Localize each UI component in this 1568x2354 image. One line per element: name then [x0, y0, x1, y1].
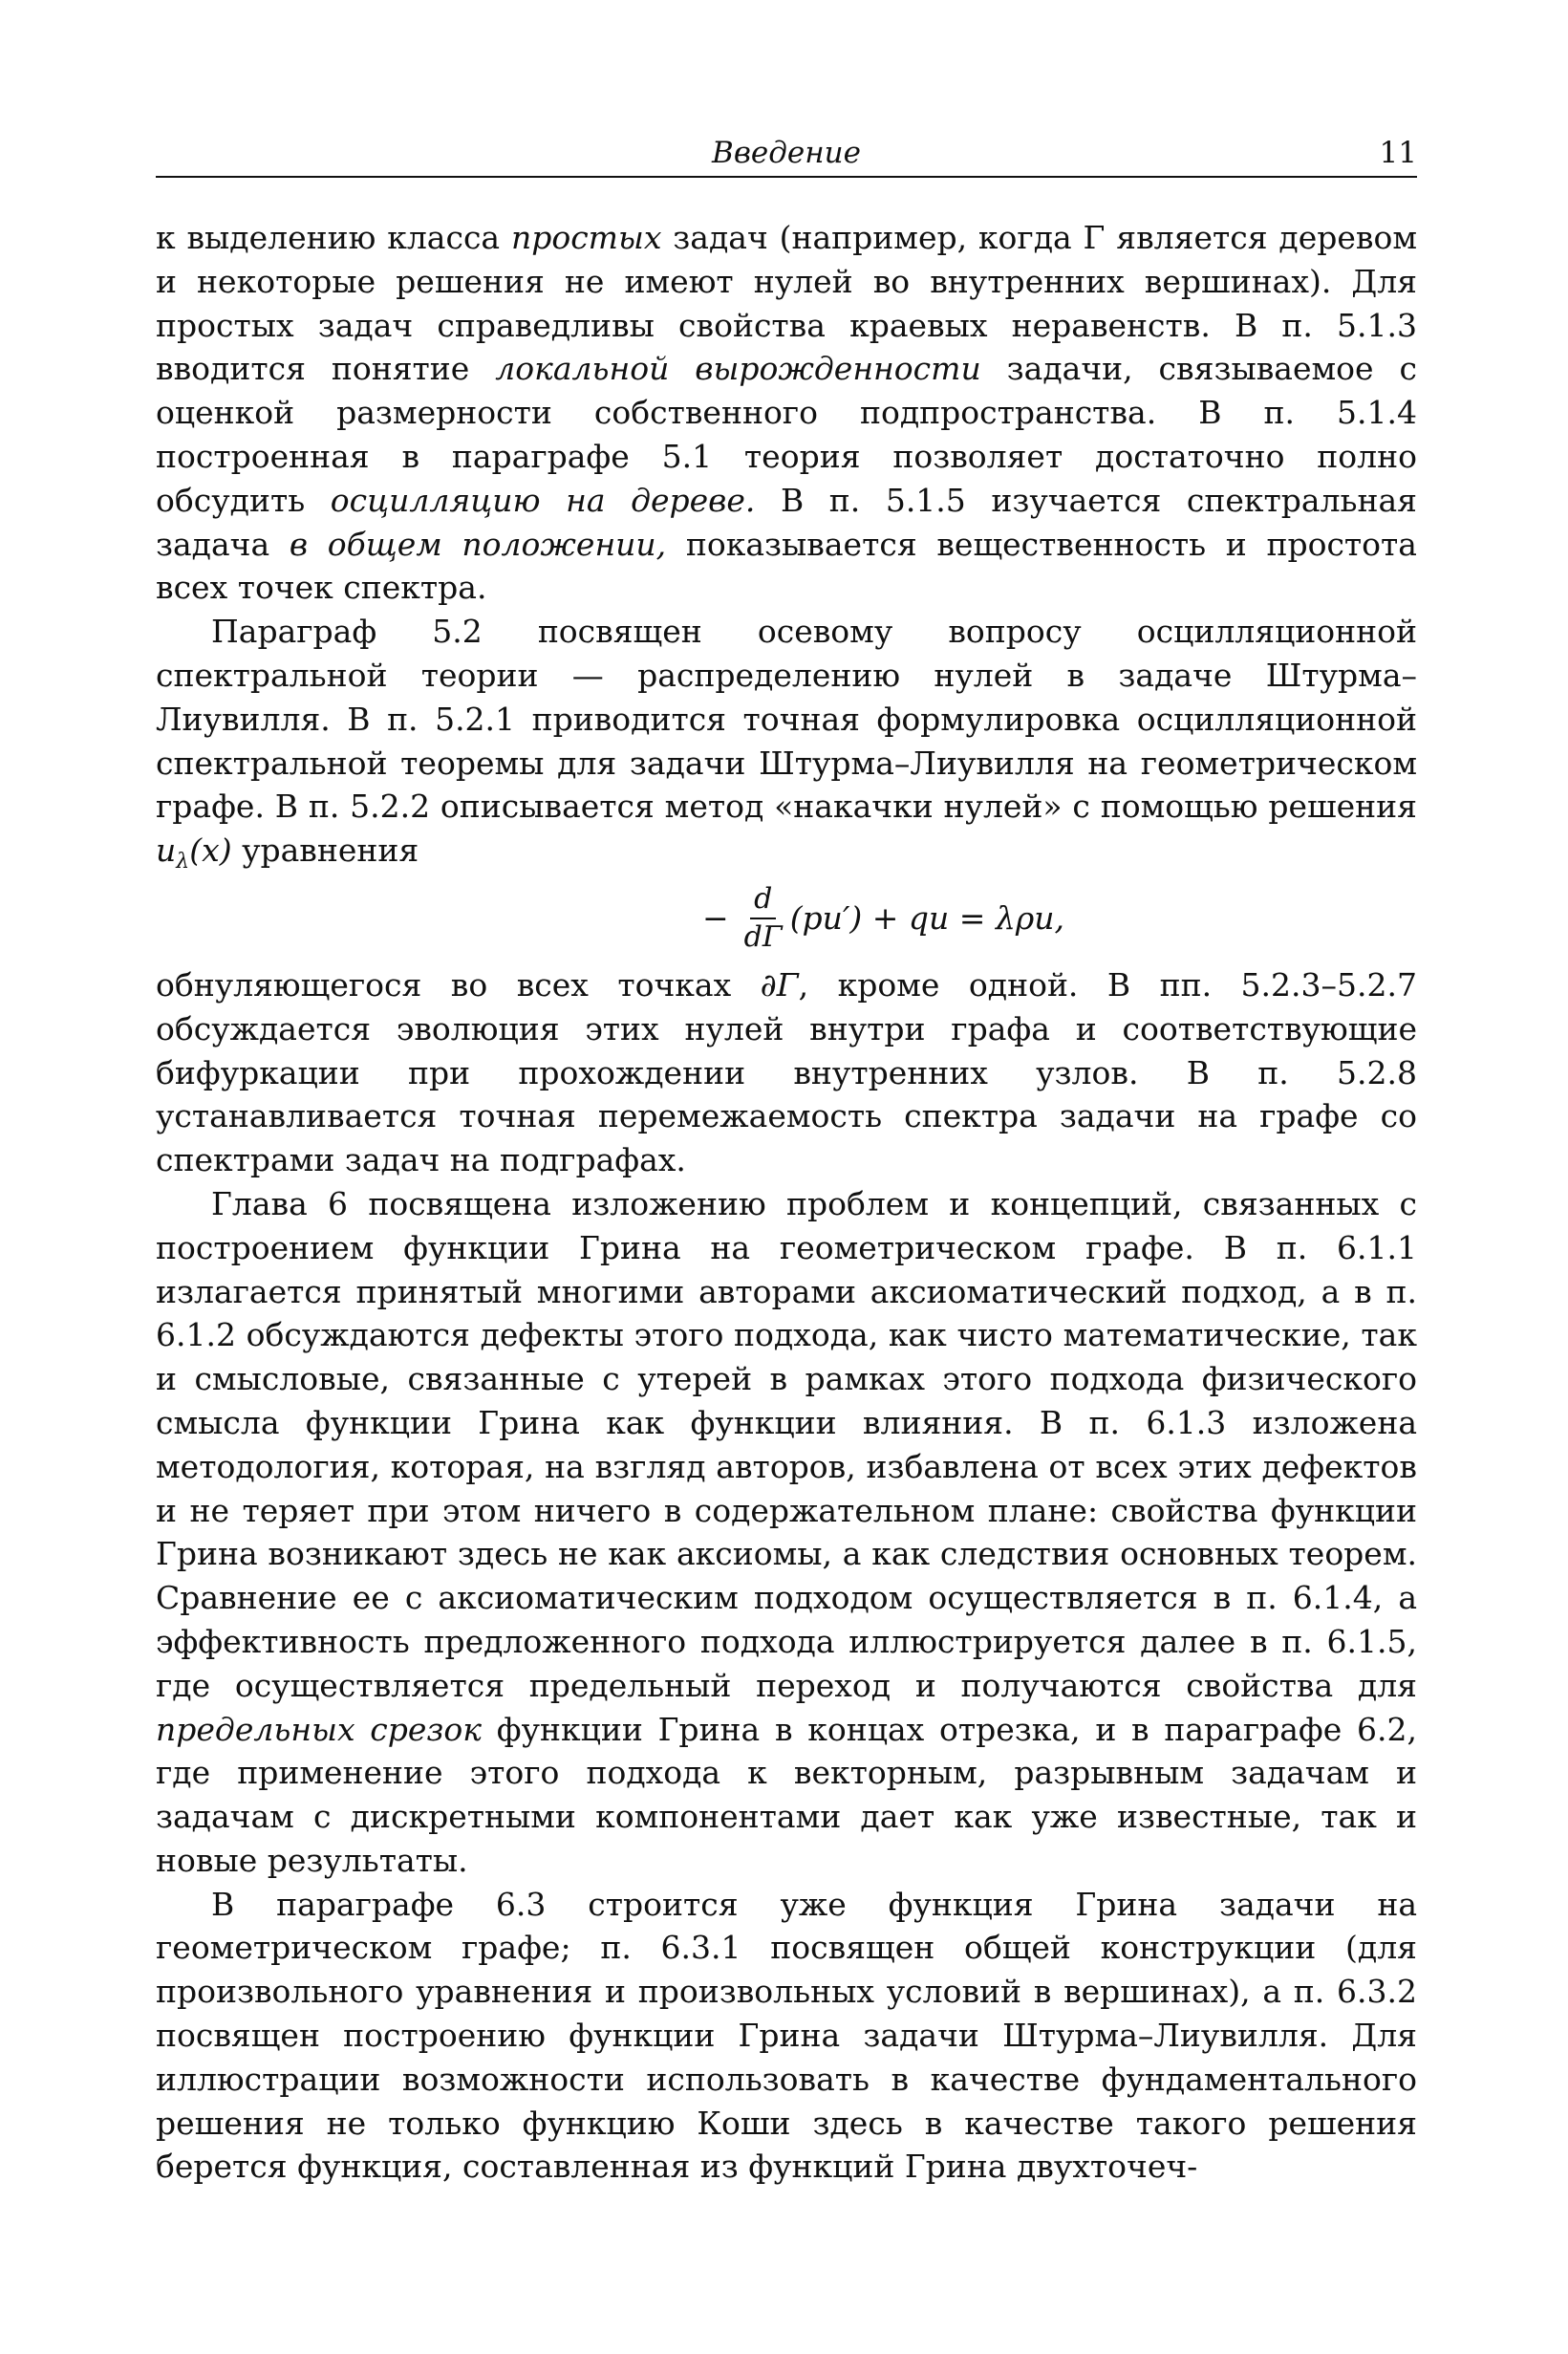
formula-expression: (pu′) + qu = λρu, [789, 899, 1065, 938]
p1-text-4: В п. 5.1.5 изучается спектральная задача [156, 481, 1417, 563]
paragraph-2 [156, 610, 1417, 873]
book-page [156, 0, 1417, 2354]
page-number: 11 [1379, 136, 1417, 170]
p3-text-2: , кроме одной. В пп. 5.2.3–5.2.7 обсуждается эволюция этих нулей внутри графа и соответствующие бифуркации при прохождении внутренних узлов. В п. 5.2.8 устанавливается точная перемежаемость спектра задачи на графе со спектрами задач на подграфах. [156, 965, 1417, 1179]
p4-text-2: функции Грина в концах отрезка, и в параграфе 6.2, где применение этого подхода к векторным, разрывным задачам и задачам с дискретными компонентами дает как уже известные, так и новые результаты. [156, 1710, 1417, 1879]
p2-text-1: Параграф 5.2 посвящен осевому вопросу осцилляционной спектральной теории — распределению нулей в задаче Штурма–Лиувилля. В п. 5.2.1 приводится точная формулировка осцилляционной спектральной теоремы для задачи Штурма–Лиувилля на геометрическом графе. В п. 5.2.2 описывается метод «накачки нулей» с помощью решения [156, 613, 1417, 826]
p2-text-2: уравнения [231, 831, 419, 870]
p2-math-arg: (x) [189, 831, 232, 870]
p1-text-5: показывается вещественность и простота всех точек спектра. [156, 525, 1417, 607]
formula-fraction [744, 881, 783, 956]
p1-text-3: задачи, связываемое с оценкой размерности собственного подпространства. В п. 5.1.4 построенная в параграфе 5.1 теория позволяет достаточно полно обсудить [156, 350, 1417, 519]
p1-emphasis-2: локальной вырожденности [495, 350, 981, 388]
running-head [156, 134, 1417, 178]
p1-text-1: к выделению класса [156, 219, 511, 256]
p1-emphasis-3: осцилляцию на дереве. [330, 481, 756, 519]
p2-math-u: u [156, 831, 177, 870]
p2-math-subscript: λ [176, 850, 190, 875]
p4-text-1: Глава 6 посвящена изложению проблем и концепций, связанных с построением функции Грина на геометрическом графе. В п. 6.1.1 излагается принятый многими авторами аксиоматический подход, а в п. 6.1.2 обсуждаются дефекты этого подхода, как чисто математические, так и смысловые, связанные с утерей в рамках этого подхода физического смысла функции Грина как функции влияния. В п. 6.1.3 изложена методология, которая, на взгляд авторов, избавлена от всех этих дефектов и не теряет при этом ничего в содержательном плане: свойства функции Грина возникают здесь не как аксиомы, а как следствия основных теорем. Сравнение ее с аксиоматическим подходом осуществляется в п. 6.1.4, а эффективность предложенного подхода иллюстрируется далее в п. 6.1.5, где осуществляется предельный переход и получаются свойства для [156, 1184, 1417, 1704]
p3-math-boundary: ∂Γ [760, 965, 799, 1004]
p5-text-1: В параграфе 6.3 строится уже функция Грина задачи на геометрическом графе; п. 6.3.1 посвящен общей конструкции (для произвольного уравнения и произвольных условий в вершинах), а п. 6.3.2 посвящен построению функции Грина задачи Штурма–Лиувилля. Для иллюстрации возможности использовать в качестве фундаментального решения не только функцию Коши здесь в качестве такого решения берется функция, составленная из функций Грина двухточеч- [156, 1885, 1417, 2186]
formula-numerator: d [750, 881, 776, 919]
p1-emphasis-4: в общем положении, [289, 525, 667, 563]
paragraph-3 [156, 963, 1417, 1182]
p3-text-1: обнуляющегося во всех точках [156, 965, 761, 1004]
body-text [156, 216, 1417, 2189]
paragraph-4 [156, 1182, 1417, 1883]
formula-denominator: dΓ [743, 919, 783, 954]
p1-text-2: задач (например, когда Γ является деревом и некоторые решения не имеют нулей во внутренних вершинах). Для простых задач справедливы свойства краевых неравенств. В п. 5.1.3 вводится понятие [156, 219, 1417, 388]
paragraph-1 [156, 216, 1417, 610]
p4-emphasis-1: предельных срезок [156, 1710, 483, 1748]
display-formula [156, 873, 1417, 961]
formula-minus-sign: − [702, 899, 729, 938]
paragraph-5 [156, 1883, 1417, 2190]
p2-math-u-lambda [156, 831, 232, 875]
p1-emphasis-1: простых [510, 219, 662, 256]
running-head-title: Введение [712, 136, 861, 170]
formula-body [702, 876, 1064, 961]
